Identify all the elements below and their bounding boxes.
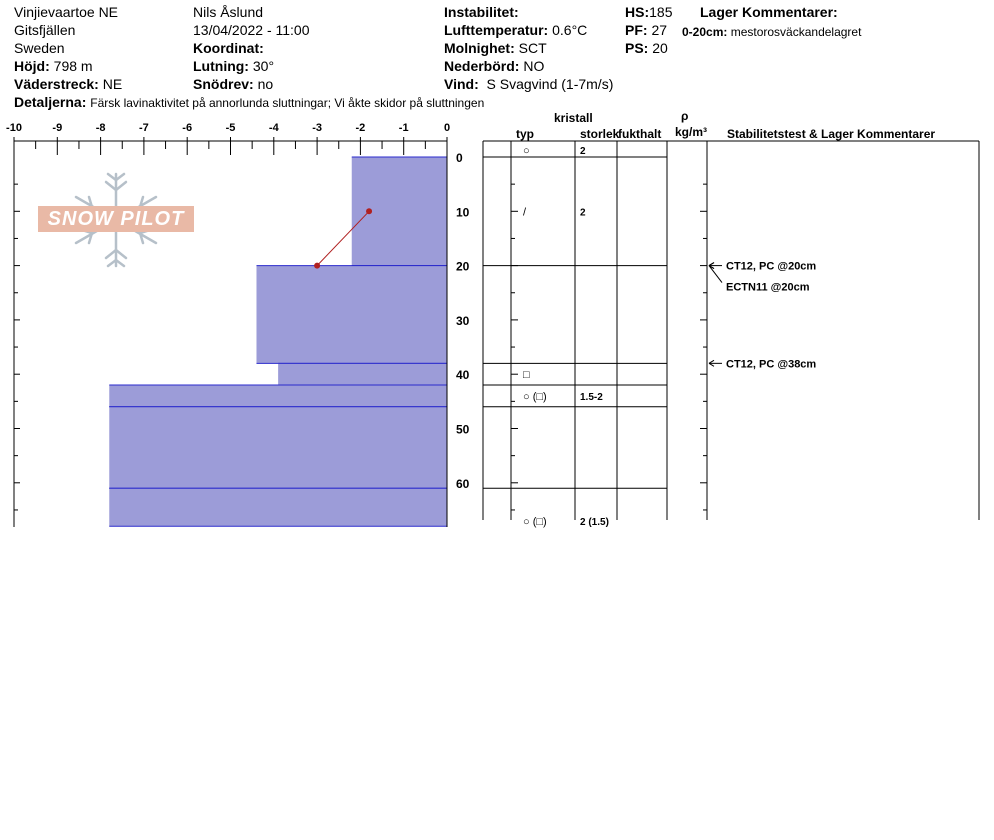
coord-label: Koordinat:	[193, 40, 264, 56]
hardness-tick-label-10: 0	[443, 122, 451, 134]
precip-label: Nederbörd:	[444, 58, 520, 74]
hardness-layer-1	[256, 266, 447, 364]
depth-tick-label-5: 50	[456, 422, 470, 437]
temperature-point-1	[314, 263, 320, 269]
aspect-value: NE	[102, 76, 123, 92]
hardness-tick-label-0: -10	[6, 122, 22, 134]
depth-tick-label-2: 20	[456, 259, 470, 274]
hardness-tick-label-2: -8	[95, 122, 106, 134]
hardness-layer-4	[109, 407, 447, 488]
instability-label: Instabilitet:	[444, 4, 519, 20]
crystal-type-3: ○ (□)	[523, 390, 547, 403]
stability-test-2: CT12, PC @38cm	[726, 358, 817, 371]
details-value: Färsk lavinaktivitet på annorlunda sluttningar; Vi åkte skidor på sluttningen	[90, 96, 485, 110]
hardness-tick-label-3: -7	[139, 122, 149, 134]
wind-value: S Svagvind (1-7m/s)	[486, 76, 614, 92]
col-crystal: kristall	[554, 111, 593, 125]
country-name: Sweden	[14, 40, 65, 56]
hardness-layer-3	[109, 385, 447, 407]
hardness-tick-label-7: -3	[312, 122, 322, 134]
hardness-tick-label-9: -1	[398, 122, 409, 134]
slope-label: Lutning:	[193, 58, 249, 74]
temperature-point-0	[366, 208, 372, 214]
stability-test-0: CT12, PC @20cm	[726, 260, 817, 273]
depth-tick-label-0: 0	[456, 151, 463, 165]
hardness-layer-0	[352, 157, 447, 266]
col-stability: Stabilitetstest & Lager Kommentarer	[727, 127, 936, 141]
stability-arrow-1	[709, 266, 722, 283]
layer-comment-depth: 0-20cm:	[682, 25, 728, 39]
wind-label: Vind:	[444, 76, 479, 92]
crystal-size-0: 2	[580, 145, 586, 157]
cloud-value: SCT	[518, 40, 547, 56]
crystal-size-x: 2	[580, 207, 586, 219]
depth-tick-label-3: 30	[456, 313, 470, 328]
airtemp-label: Lufttemperatur:	[444, 22, 549, 38]
pf-value: 27	[651, 22, 668, 38]
observer-name: Nils Åslund	[193, 4, 264, 20]
hardness-tick-label-4: -6	[182, 122, 193, 134]
crystal-type-5: ○ (□)	[523, 515, 547, 528]
elevation-label: Höjd:	[14, 58, 50, 74]
hardness-tick-label-6: -4	[268, 122, 279, 134]
depth-tick-label-1: 10	[456, 205, 470, 220]
logo-text: SNOW PILOT	[38, 206, 194, 232]
drift-label: Snödrev:	[193, 76, 254, 92]
depth-tick-label-6: 60	[456, 476, 470, 491]
hardness-tick-label-5: -5	[225, 122, 236, 134]
airtemp-value: 0.6°C	[552, 22, 588, 38]
pf-label: PF:	[625, 22, 648, 38]
region-name: Gitsfjällen	[14, 22, 76, 38]
crystal-size-5: 2 (1.5)	[580, 516, 609, 528]
col-density: kg/m³	[675, 125, 708, 139]
slope-value: 30°	[252, 58, 275, 74]
crystal-type-x: /	[523, 206, 527, 219]
crystal-type-0: ○	[523, 144, 530, 157]
hardness-layer-5	[109, 488, 447, 526]
hardness-tick-label-8: -2	[355, 122, 366, 134]
precip-value: NO	[523, 58, 545, 74]
drift-value: no	[257, 76, 274, 92]
site-name: Vinjievaartoe NE	[14, 4, 119, 20]
hardness-tick-label-1: -9	[52, 122, 63, 134]
hs-value: 185	[649, 4, 673, 20]
col-moisture: fukthalt	[618, 127, 662, 141]
layer-comments-label: Lager Kommentarer:	[700, 4, 838, 20]
ps-value: 20	[652, 40, 668, 56]
col-size: storlek	[580, 127, 620, 141]
col-rho: ρ	[681, 109, 689, 123]
crystal-type-2: □	[523, 369, 530, 382]
col-type: typ	[516, 127, 534, 141]
details-label: Detaljerna:	[14, 94, 87, 110]
crystal-size-3: 1.5-2	[580, 391, 603, 403]
hardness-layer-2	[278, 363, 447, 385]
layer-comment-text: mestorosväckandelagret	[730, 25, 862, 39]
elevation-value: 798 m	[53, 58, 93, 74]
stability-test-1: ECTN11 @20cm	[726, 281, 810, 294]
observation-datetime: 13/04/2022 - 11:00	[193, 22, 310, 38]
cloud-label: Molnighet:	[444, 40, 515, 56]
depth-tick-label-4: 40	[456, 368, 470, 383]
aspect-label: Väderstreck:	[14, 76, 99, 92]
hs-label: HS:	[625, 4, 650, 20]
ps-label: PS:	[625, 40, 649, 56]
